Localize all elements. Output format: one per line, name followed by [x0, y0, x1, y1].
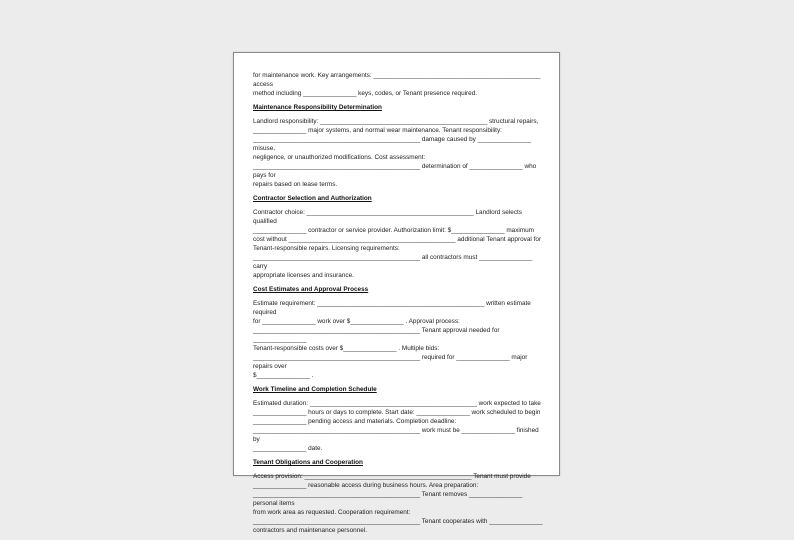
text-line: negligence, or unauthorized modifications. Cost assessment:: [253, 154, 426, 161]
text-line: cost without _______________________________________________ additional Tenant approval for: [253, 236, 542, 243]
section-heading: Maintenance Responsibility Determination: [253, 104, 382, 111]
text-line: _______________ hours or days to complete. Start date: _______________ work scheduled to begin: [253, 409, 541, 416]
section-paragraph: [253, 208, 543, 280]
text-line: contractors and maintenance personnel.: [253, 527, 368, 534]
text-line: _______________________________________________ work must be _______________ finished by: [253, 427, 539, 443]
text-line: Landlord responsibility: _______________________________________________ structural repairs,: [253, 118, 539, 125]
section-heading: Contractor Selection and Authorization: [253, 195, 372, 202]
document-page: [233, 52, 560, 534]
section-paragraph: [253, 472, 543, 535]
text-line: _______________ pending access and materials. Completion deadline:: [253, 418, 457, 425]
section-heading: Tenant Obligations and Cooperation: [253, 459, 363, 466]
text-line: Access provision: _______________________________________________ Tenant must provide: [253, 473, 531, 480]
text-line: _______________ reasonable access during business hours. Area preparation:: [253, 482, 479, 489]
text-line: Estimated duration: _______________________________________________ work expected to take: [253, 400, 541, 407]
text-line: Tenant-responsible repairs. Licensing requirements:: [253, 245, 400, 252]
text-line: _______________________________________________ all contractors must _______________ carry: [253, 254, 533, 270]
text-line: _______________ date.: [253, 445, 323, 452]
text-line: appropriate licenses and insurance.: [253, 272, 354, 279]
text-line: _______________________________________________ Tenant approval needed for _______________: [253, 327, 500, 343]
text-line: Tenant-responsible costs over $_______________ . Multiple bids:: [253, 345, 440, 352]
text-line: Contractor choice: _______________________________________________ Landlord selects qualified: [253, 209, 522, 225]
section-paragraph: [253, 117, 543, 189]
text-line: from work area as requested. Cooperation requirement:: [253, 509, 411, 516]
text-line: $_______________ .: [253, 372, 314, 379]
text-line: _______________________________________________ damage caused by _______________ misuse,: [253, 136, 531, 152]
text-line: _______________ major systems, and normal wear maintenance. Tenant responsibility:: [253, 127, 502, 134]
text-line: _______________________________________________ determination of _______________ who pays for: [253, 163, 537, 179]
text-line: method including _______________ keys, codes, or Tenant presence required.: [253, 90, 478, 97]
intro-paragraph: [253, 71, 543, 98]
text-line: _______________________________________________ required for _______________ major repairs over: [253, 354, 528, 370]
text-line: _______________________________________________ Tenant removes _______________ personal items: [253, 491, 523, 507]
section-heading: Work Timeline and Completion Schedule: [253, 386, 377, 393]
text-line: _______________________________________________ Tenant cooperates with _______________: [253, 518, 543, 525]
text-line: for _______________ work over $_______________ . Approval process:: [253, 318, 460, 325]
section-paragraph: [253, 299, 543, 380]
text-line: for maintenance work. Key arrangements: _______________________________________________ access: [253, 72, 541, 88]
document-content: [253, 71, 543, 540]
section-heading: Cost Estimates and Approval Process: [253, 286, 369, 293]
text-line: repairs based on lease terms.: [253, 181, 338, 188]
section-paragraph: [253, 399, 543, 453]
text-line: _______________ contractor or service provider. Authorization limit: $_______________ maximum: [253, 227, 535, 234]
text-line: Estimate requirement: _______________________________________________ written estimate required: [253, 300, 531, 316]
